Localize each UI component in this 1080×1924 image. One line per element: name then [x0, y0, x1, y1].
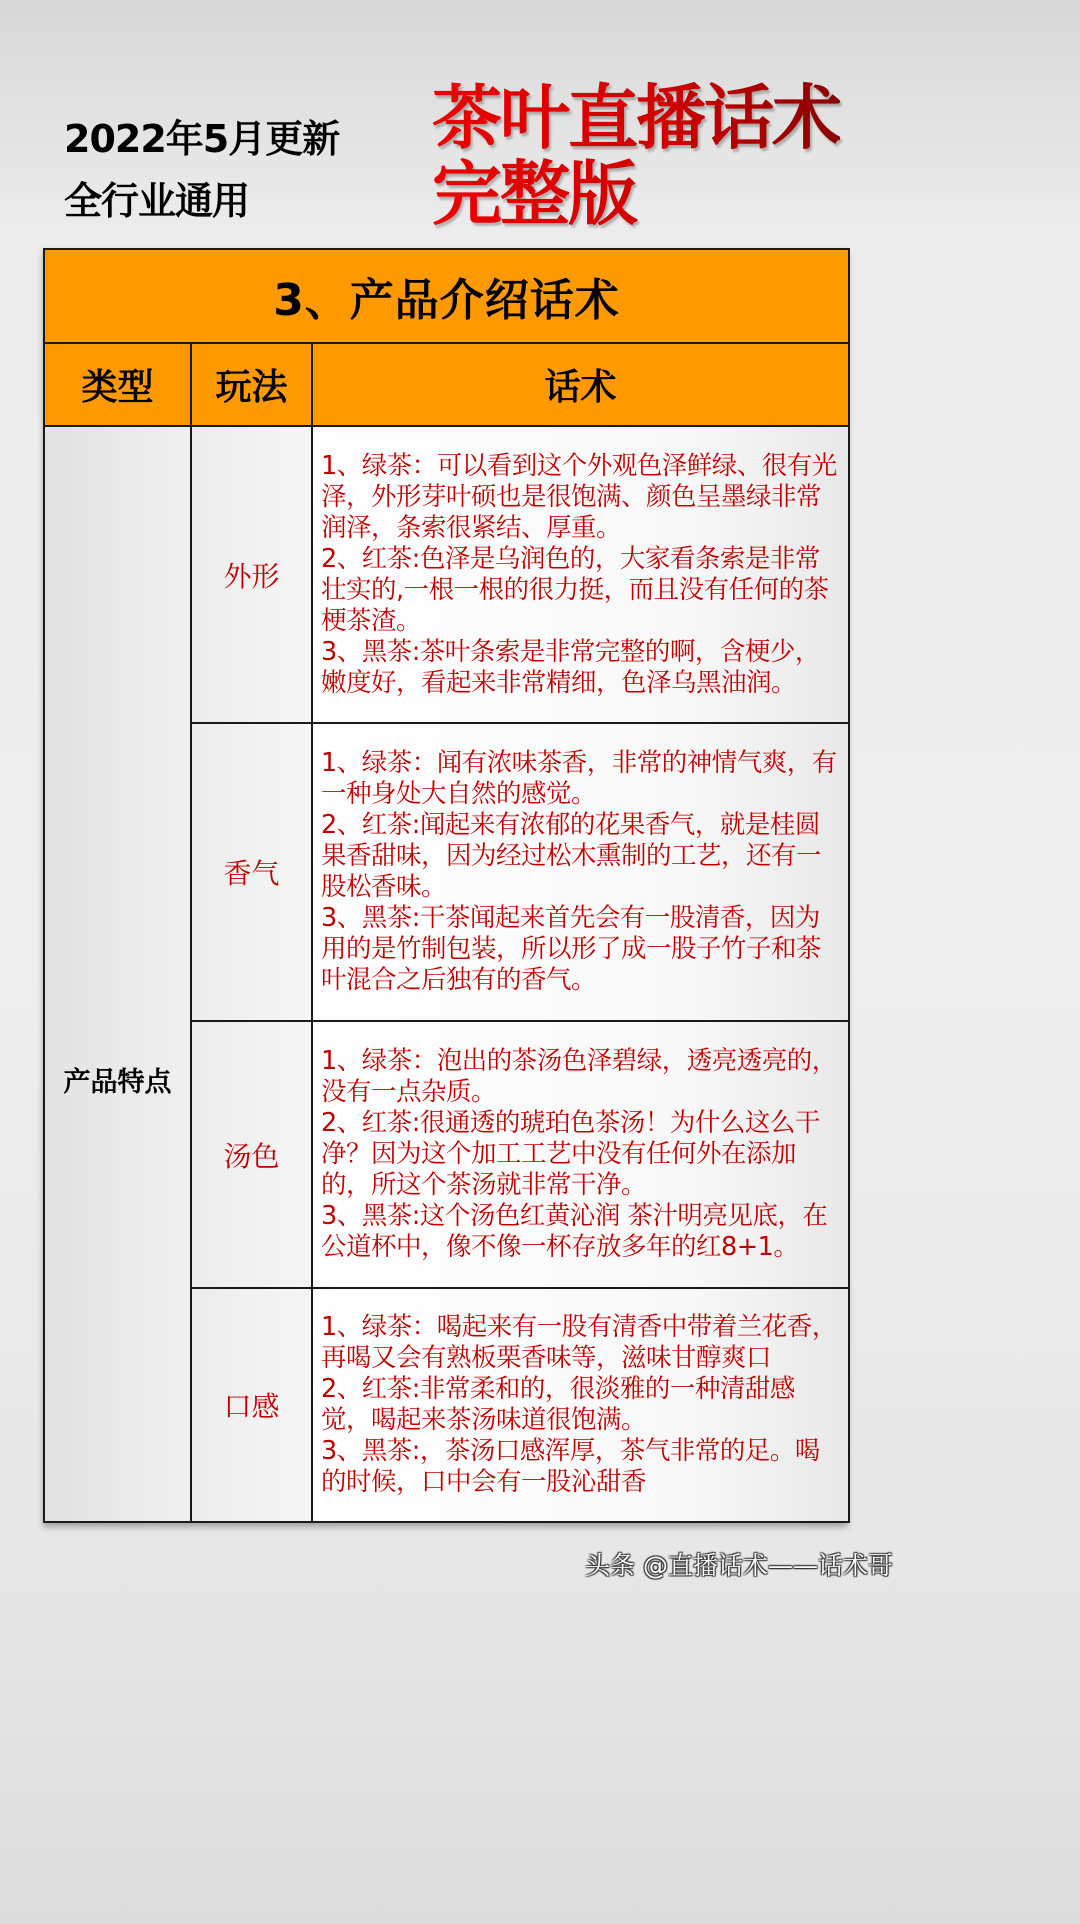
script-line: 1、绿茶：闻有浓味茶香，非常的神情气爽，有一种身处大自然的感觉。 — [321, 748, 837, 809]
column-header-type: 类型 — [44, 343, 191, 426]
main-title-line2: 完整版 — [432, 153, 636, 235]
script-line: 3、黑茶:茶叶条索是非常完整的啊，含梗少，嫩度好，看起来非常精细，色泽乌黑油润。 — [321, 636, 820, 698]
column-header-method: 玩法 — [191, 343, 312, 426]
script-cell — [312, 723, 849, 1021]
script-line: 2、红茶:色泽是乌润色的，大家看条索是非常壮实的,一根一根的很力挺，而且没有任何的茶梗茶渣。 — [321, 543, 829, 636]
update-note: 2022年5月更新 — [64, 117, 340, 161]
script-cell — [312, 1021, 849, 1288]
aspect-cell: 香气 — [191, 723, 312, 1021]
category-cell: 产品特点 — [44, 426, 191, 1522]
script-line: 2、红茶:闻起来有浓郁的花果香气，就是桂圆果香甜味，因为经过松木熏制的工艺，还有一股松香味。 — [321, 810, 822, 902]
script-line: 1、绿茶：泡出的茶汤色泽碧绿，透亮透亮的，没有一点杂质。 — [321, 1046, 837, 1107]
script-line: 2、红茶:非常柔和的，很淡雅的一种清甜感觉，喝起来茶汤味道很饱满。 — [321, 1374, 795, 1435]
column-header-script: 话术 — [312, 343, 849, 426]
aspect-cell: 口感 — [191, 1288, 312, 1522]
script-table — [43, 248, 848, 1523]
main-title — [432, 77, 840, 235]
main-title-line1: 茶叶直播话术 — [432, 77, 840, 159]
table-row — [44, 426, 849, 723]
script-cell — [312, 1288, 849, 1522]
script-line: 3、黑茶:，茶汤口感浑厚，茶气非常的足。喝的时候，口中会有一股沁甜香 — [321, 1436, 820, 1497]
watermark: 头条 @直播话术——话术哥 — [585, 1551, 893, 1580]
script-line: 3、黑茶:干茶闻起来首先会有一股清香，因为用的是竹制包装，所以形了成一股子竹子和茶叶混合之后独有的香气。 — [321, 903, 822, 995]
aspect-cell: 外形 — [191, 426, 312, 723]
scope-note: 全行业通用 — [64, 179, 250, 223]
aspect-cell: 汤色 — [191, 1021, 312, 1288]
section-title: 3、产品介绍话术 — [44, 249, 849, 343]
script-line: 1、绿茶：可以看到这个外观色泽鲜绿、很有光泽，外形芽叶硕也是很饱满、颜色呈墨绿非常润泽，条索很紧结、厚重。 — [321, 450, 837, 543]
script-line: 1、绿茶：喝起来有一股有清香中带着兰花香，再喝又会有熟板栗香味等，滋味甘醇爽口 — [321, 1312, 837, 1373]
script-line: 3、黑茶:这个汤色红黄沁润 茶汁明亮见底，在公道杯中，像不像一杯存放多年的红8+1。 — [321, 1201, 828, 1262]
script-line: 2、红茶:很通透的琥珀色茶汤！为什么这么干净？因为这个加工工艺中没有任何外在添加的，所这个茶汤就非常干净。 — [321, 1108, 820, 1200]
script-cell — [312, 426, 849, 723]
